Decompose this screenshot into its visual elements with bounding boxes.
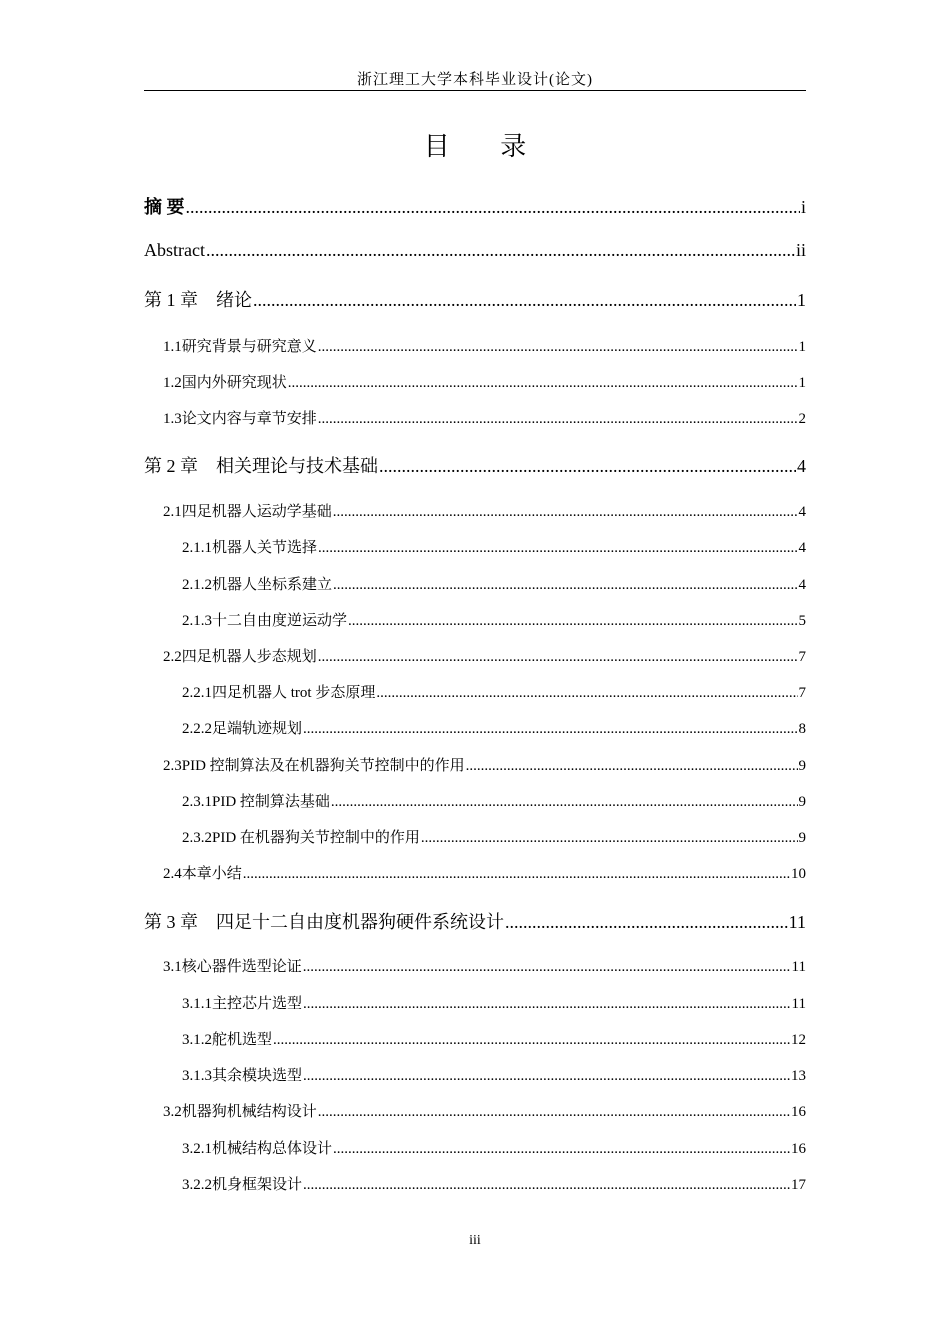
dot-leader	[303, 1177, 790, 1194]
toc-subsection-entry[interactable]	[182, 536, 806, 557]
toc-page-number: 1	[798, 339, 806, 355]
toc-section-entry[interactable]	[163, 407, 806, 428]
toc-page-number: 1	[798, 375, 806, 391]
dot-leader	[318, 540, 797, 557]
dot-leader	[288, 375, 798, 392]
dot-leader	[186, 197, 800, 218]
toc-section-entry[interactable]	[163, 335, 806, 356]
dot-leader	[303, 996, 791, 1013]
dot-leader	[318, 339, 798, 356]
toc-page-number: ii	[795, 240, 806, 260]
toc-title: 目 录	[423, 132, 549, 161]
toc-subsection-entry[interactable]	[182, 790, 806, 811]
toc-entry-number: 2.3.1	[182, 794, 212, 810]
toc-subsection-entry[interactable]	[182, 609, 806, 630]
toc-page-number: 8	[798, 721, 806, 737]
toc-entry-title: 四足机器人 trot 步态原理	[212, 685, 376, 701]
toc-entry-number: 2.1.2	[182, 577, 212, 593]
toc-section-entry[interactable]	[163, 955, 806, 976]
toc-page-number: 11	[791, 996, 806, 1012]
dot-leader	[466, 758, 798, 775]
toc-page-number: 9	[798, 758, 806, 774]
toc-entry-number: 2.3	[163, 758, 182, 774]
toc-entry-title: 四足机器人步态规划	[181, 649, 317, 665]
toc-subsection-entry[interactable]	[182, 1173, 806, 1194]
toc-page-number: 4	[798, 504, 806, 520]
dot-leader	[331, 794, 798, 811]
page-header: 浙江理工大学本科毕业设计(论文)	[357, 72, 593, 88]
toc-chapter-entry[interactable]	[144, 452, 806, 478]
toc-entry-title: 舵机选型	[212, 1032, 273, 1048]
dot-leader	[303, 1068, 790, 1085]
toc-section-entry[interactable]	[163, 645, 806, 666]
toc-subsection-entry[interactable]	[182, 717, 806, 738]
toc-page-number: 16	[791, 1104, 806, 1120]
toc-page-number: 16	[791, 1141, 806, 1157]
dot-leader	[348, 613, 797, 630]
dot-leader	[333, 577, 797, 594]
toc-entry-number: 2.1	[163, 504, 182, 520]
dot-leader	[303, 959, 791, 976]
toc-entry-number: 3.2.2	[182, 1177, 212, 1193]
toc-entry-title: 本章小结	[181, 866, 242, 882]
toc-page-number: 11	[791, 959, 806, 975]
toc-subsection-entry[interactable]	[182, 1028, 806, 1049]
toc-section-entry[interactable]	[163, 862, 806, 883]
toc-entry-title: PID 控制算法基础	[212, 794, 330, 810]
toc-entry-number: 3.1.1	[182, 996, 212, 1012]
toc-page-number: 12	[791, 1032, 806, 1048]
toc-page-number: 9	[798, 830, 806, 846]
dot-leader	[318, 1104, 790, 1121]
toc-entry-number: 2.2.2	[182, 721, 212, 737]
toc-entry-number: 1.2	[163, 375, 182, 391]
toc-entry-title: 机身框架设计	[212, 1177, 303, 1193]
toc-entry-number: 2.1.3	[182, 613, 212, 629]
toc-entry-number: 3.1	[163, 959, 182, 975]
toc-subsection-entry[interactable]	[182, 573, 806, 594]
toc-entry-number: 2.3.2	[182, 830, 212, 846]
dot-leader	[333, 1141, 790, 1158]
toc-chapter-entry[interactable]	[144, 286, 806, 312]
toc-entry-title: 主控芯片选型	[212, 996, 303, 1012]
toc-entry-number: 2.4	[163, 866, 182, 882]
toc-entry-number: 3.1.2	[182, 1032, 212, 1048]
toc-entry-title: 国内外研究现状	[181, 375, 287, 391]
dot-leader	[318, 411, 798, 428]
dot-leader	[376, 685, 797, 702]
toc-subsection-entry[interactable]	[182, 826, 806, 847]
toc-page-number: i	[800, 197, 806, 217]
toc-entry-title: 机器人坐标系建立	[212, 577, 333, 593]
dot-leader	[333, 504, 798, 521]
toc-entry-number: 第 3 章	[144, 912, 198, 932]
toc-entry-title: 相关理论与技术基础	[216, 456, 378, 476]
toc-page-number: 2	[798, 411, 806, 427]
toc-section-entry[interactable]	[163, 371, 806, 392]
toc-page-number: 7	[798, 649, 806, 665]
toc-page-number: 5	[798, 613, 806, 629]
toc-entry-title: 足端轨迹规划	[212, 721, 303, 737]
toc-entry-title: 机器狗机械结构设计	[181, 1104, 317, 1120]
toc-entry-title: 摘 要	[144, 197, 185, 217]
page-number: iii	[469, 1233, 481, 1248]
toc-page-number: 11	[788, 912, 806, 932]
dot-leader	[318, 649, 798, 666]
toc-chapter-entry[interactable]	[144, 240, 806, 261]
toc-entry-title: Abstract	[144, 240, 205, 260]
toc-section-entry[interactable]	[163, 1100, 806, 1121]
toc-entry-number: 第 1 章	[144, 290, 198, 310]
toc-chapter-entry[interactable]	[144, 193, 806, 219]
toc-chapter-entry[interactable]	[144, 908, 806, 934]
toc-page-number: 1	[797, 290, 806, 310]
dot-leader	[243, 866, 790, 883]
toc-entry-title: 论文内容与章节安排	[181, 411, 317, 427]
dot-leader	[273, 1032, 790, 1049]
toc-page-number: 7	[798, 685, 806, 701]
dot-leader	[206, 240, 795, 261]
toc-entry-number: 第 2 章	[144, 456, 198, 476]
toc-entry-title: PID 控制算法及在机器狗关节控制中的作用	[181, 758, 465, 774]
toc-page-number: 17	[791, 1177, 806, 1193]
dot-leader	[421, 830, 798, 847]
toc-entry-number: 1.3	[163, 411, 182, 427]
toc-entry-title: 十二自由度逆运动学	[212, 613, 348, 629]
dot-leader	[379, 456, 796, 477]
toc-entry-title: 核心器件选型论证	[181, 959, 302, 975]
toc-entry-title: 机械结构总体设计	[212, 1141, 333, 1157]
toc-page-number: 4	[798, 540, 806, 556]
dot-leader	[253, 290, 796, 311]
toc-entry-number: 2.1.1	[182, 540, 212, 556]
toc-entry-number: 3.2	[163, 1104, 182, 1120]
toc-entry-title: PID 在机器狗关节控制中的作用	[212, 830, 420, 846]
toc-entry-number: 2.2.1	[182, 685, 212, 701]
toc-entry-number: 1.1	[163, 339, 182, 355]
toc-page-number: 9	[798, 794, 806, 810]
toc-entry-title: 其余模块选型	[212, 1068, 303, 1084]
toc-subsection-entry[interactable]	[182, 681, 806, 702]
dot-leader	[303, 721, 797, 738]
toc-entry-title: 研究背景与研究意义	[181, 339, 317, 355]
toc-entry-title: 绪论	[216, 290, 252, 310]
dot-leader	[505, 912, 788, 933]
toc-entry-number: 2.2	[163, 649, 182, 665]
toc-page-number: 10	[791, 866, 806, 882]
toc-entry-title: 四足十二自由度机器狗硬件系统设计	[216, 912, 504, 932]
toc-page-number: 4	[798, 577, 806, 593]
toc-subsection-entry[interactable]	[182, 1064, 806, 1085]
toc-section-entry[interactable]	[163, 500, 806, 521]
toc-section-entry[interactable]	[163, 754, 806, 775]
toc-entry-title: 四足机器人运动学基础	[181, 504, 332, 520]
toc-entry-number: 3.1.3	[182, 1068, 212, 1084]
toc-page-number: 4	[797, 456, 806, 476]
toc-entry-number: 3.2.1	[182, 1141, 212, 1157]
toc-subsection-entry[interactable]	[182, 992, 806, 1013]
toc-subsection-entry[interactable]	[182, 1137, 806, 1158]
toc-entry-title: 机器人关节选择	[212, 540, 318, 556]
toc-page-number: 13	[791, 1068, 806, 1084]
